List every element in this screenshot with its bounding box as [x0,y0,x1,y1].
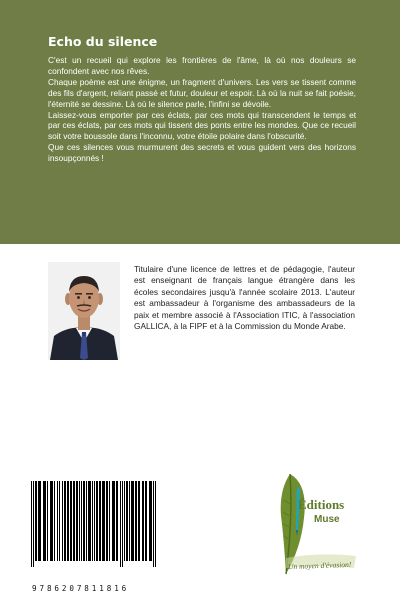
isbn-number: 9786207811816 [32,584,130,593]
author-photo [48,262,120,360]
publisher-slogan: Un moyen d'évasion! [287,559,352,572]
book-title: Echo du silence [48,34,158,49]
synopsis-paragraph: Laissez-vous emporter par ces éclats, par ces mots qui transcendent le temps et par ces éclats, par ces mots qui tissent des ponts entre les mondes. Que ce recueil soit votre boussole dans l'inconnu, votre étoile polaire dans l'obscurité. [48,109,356,142]
publisher-sub: Muse [314,514,340,525]
synopsis-paragraph: Chaque poème est une énigme, un fragment d'univers. Les vers se tissent comme des fils d'argent, reliant passé et futur, douleur et espoir. Là où la nuit se fait poésie, l'éternité se dessine. Là où le silence parle, l'infini se dévoile. [48,76,356,109]
isbn-barcode [28,481,159,567]
synopsis [48,55,356,164]
synopsis-paragraph: Que ces silences vous murmurent des secrets et vous guident vers des horizons insoupçonnés ! [48,142,356,164]
author-bio: Titulaire d'une licence de lettres et de pédagogie, l'auteur est enseignant de français langue étrangère dans les écoles secondaires jusqu'à l'année scolaire 2013. L'auteur est ambassadeur à l'organisme des ambassadeurs de la paix et membre associé à l'Association ITIC, à l'association GALLICA, à la FIPF et à la Commission du Monde Arabe. [134,264,355,332]
synopsis-paragraph: C'est un recueil qui explore les frontières de l'âme, là où nos douleurs se confondent avec nos rêves. [48,55,356,76]
publisher-name: Éditions [298,497,345,512]
